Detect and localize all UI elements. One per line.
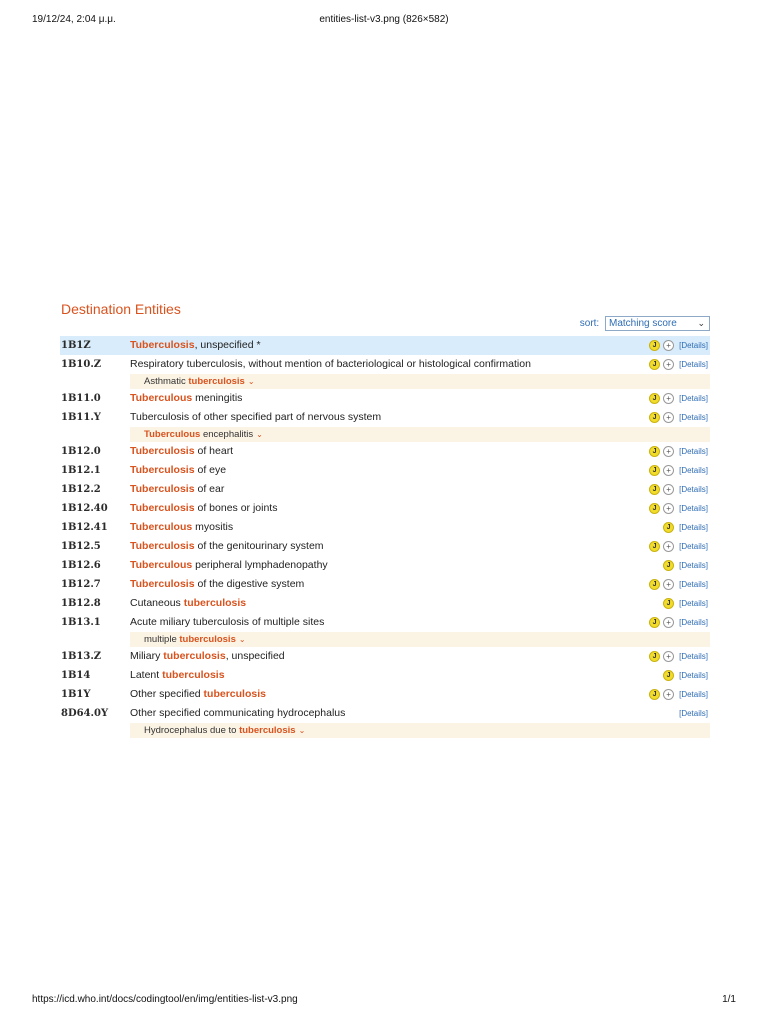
title-text-part: Hydrocephalus due to xyxy=(144,725,240,736)
add-postcoordination-icon[interactable]: + xyxy=(663,340,674,351)
entity-title[interactable] xyxy=(130,537,324,556)
search-term-highlight: Tuberculous xyxy=(130,559,193,571)
postcoordination-j-icon[interactable]: J xyxy=(663,522,674,533)
add-postcoordination-icon[interactable]: + xyxy=(663,651,674,662)
title-text-part: Other specified communicating hydrocephalus xyxy=(130,707,346,719)
entity-item[interactable] xyxy=(60,594,710,613)
entity-item[interactable] xyxy=(60,613,710,647)
entity-item[interactable] xyxy=(60,336,710,355)
entity-row[interactable] xyxy=(60,594,710,613)
title-text-part: encephalitis xyxy=(200,429,254,440)
entity-code[interactable]: 1B14 xyxy=(61,670,91,681)
matching-index-term[interactable] xyxy=(130,374,710,389)
add-postcoordination-icon[interactable]: + xyxy=(663,579,674,590)
search-term-highlight: tuberculosis xyxy=(183,597,247,609)
entity-row[interactable] xyxy=(60,518,710,537)
caret-down-icon[interactable]: ⌄ xyxy=(298,726,306,735)
entity-actions xyxy=(649,499,708,518)
sort-select[interactable] xyxy=(605,316,710,331)
entity-code[interactable]: 1B12.41 xyxy=(61,522,108,533)
entity-item[interactable] xyxy=(60,499,710,518)
add-postcoordination-icon[interactable]: + xyxy=(663,465,674,476)
add-postcoordination-icon[interactable]: + xyxy=(663,617,674,628)
search-term-highlight: Tuberculous xyxy=(130,521,193,533)
search-term-highlight: tuberculosis xyxy=(188,376,245,387)
entity-title[interactable] xyxy=(130,704,345,723)
entity-item[interactable] xyxy=(60,355,710,389)
postcoordination-j-icon[interactable]: J xyxy=(649,359,660,370)
entity-title[interactable] xyxy=(130,518,233,537)
postcoordination-j-icon[interactable]: J xyxy=(649,393,660,404)
print-footer xyxy=(0,994,768,1010)
details-link[interactable]: [Details] xyxy=(679,580,708,589)
entity-title[interactable] xyxy=(130,480,224,499)
postcoordination-j-icon[interactable]: J xyxy=(663,560,674,571)
entity-actions xyxy=(649,355,708,374)
entity-title[interactable] xyxy=(130,336,261,355)
entity-row[interactable] xyxy=(60,537,710,556)
entity-code[interactable]: 1B12.40 xyxy=(61,503,108,514)
search-term-highlight: Tuberculosis xyxy=(130,483,195,495)
add-postcoordination-icon[interactable]: + xyxy=(663,503,674,514)
details-link[interactable]: [Details] xyxy=(679,561,708,570)
entity-title[interactable] xyxy=(130,666,225,685)
entity-item[interactable] xyxy=(60,666,710,685)
entity-item[interactable] xyxy=(60,537,710,556)
entity-code[interactable]: 8D64.0Y xyxy=(61,708,109,719)
entity-row[interactable] xyxy=(60,389,710,408)
entity-code[interactable]: 1B12.0 xyxy=(61,446,101,457)
entity-code[interactable]: 1B13.1 xyxy=(61,617,101,628)
chevron-down-icon: ⌄ xyxy=(697,318,705,328)
sort-label: sort: xyxy=(579,318,600,329)
entity-item[interactable] xyxy=(60,461,710,480)
details-link[interactable]: [Details] xyxy=(679,542,708,551)
title-text-part: Latent xyxy=(130,669,163,681)
search-term-highlight: Tuberculous xyxy=(130,392,193,404)
postcoordination-j-icon[interactable]: J xyxy=(663,670,674,681)
title-text-part: of the digestive system xyxy=(194,578,305,590)
details-link[interactable]: [Details] xyxy=(679,394,708,403)
sort-row xyxy=(60,316,710,334)
title-text-part: Asthmatic xyxy=(144,376,189,387)
add-postcoordination-icon[interactable]: + xyxy=(663,541,674,552)
entity-item[interactable] xyxy=(60,647,710,666)
entity-row[interactable] xyxy=(60,442,710,461)
title-text-part: myositis xyxy=(192,521,234,533)
entity-actions xyxy=(649,685,708,704)
title-text-part: of ear xyxy=(194,483,225,495)
entity-row[interactable] xyxy=(60,355,710,374)
entity-item[interactable] xyxy=(60,442,710,461)
details-link[interactable]: [Details] xyxy=(679,485,708,494)
details-link[interactable]: [Details] xyxy=(679,466,708,475)
details-link[interactable]: [Details] xyxy=(679,360,708,369)
postcoordination-j-icon[interactable]: J xyxy=(663,598,674,609)
entity-title[interactable] xyxy=(130,461,226,480)
entity-row[interactable] xyxy=(60,666,710,685)
title-text-part: multiple xyxy=(144,634,180,645)
entity-actions xyxy=(649,647,708,666)
entity-item[interactable] xyxy=(60,685,710,704)
postcoordination-j-icon[interactable]: J xyxy=(649,340,660,351)
details-link[interactable]: [Details] xyxy=(679,671,708,680)
details-link[interactable]: [Details] xyxy=(679,413,708,422)
entity-title[interactable] xyxy=(130,442,233,461)
entity-actions xyxy=(649,389,708,408)
entity-actions xyxy=(677,704,708,723)
title-text-part: Cutaneous xyxy=(130,597,184,609)
postcoordination-j-icon[interactable]: J xyxy=(649,503,660,514)
entity-row[interactable] xyxy=(60,613,710,632)
add-postcoordination-icon[interactable]: + xyxy=(663,689,674,700)
print-date: 19/12/24, 2:04 μ.μ. xyxy=(32,14,116,25)
search-term-highlight: tuberculosis xyxy=(239,725,296,736)
entity-title[interactable] xyxy=(130,408,381,427)
entity-code[interactable]: 1B12.8 xyxy=(61,598,101,609)
print-title: entities-list-v3.png (826×582) xyxy=(319,14,449,25)
entity-code[interactable]: 1B12.6 xyxy=(61,560,101,571)
postcoordination-j-icon[interactable]: J xyxy=(649,541,660,552)
title-text-part: Tuberculosis of other specified part of nervous system xyxy=(130,411,382,423)
entity-title[interactable] xyxy=(130,594,246,613)
title-text-part: peripheral lymphadenopathy xyxy=(192,559,328,571)
entity-title[interactable] xyxy=(130,355,531,374)
title-text-part: of eye xyxy=(194,464,227,476)
entity-actions xyxy=(663,594,708,613)
postcoordination-j-icon[interactable]: J xyxy=(649,412,660,423)
search-term-highlight: Tuberculosis xyxy=(130,578,195,590)
entity-code[interactable]: 1B12.2 xyxy=(61,484,101,495)
destination-entities-panel xyxy=(60,300,710,738)
details-link[interactable]: [Details] xyxy=(679,341,708,350)
print-header xyxy=(0,14,768,30)
search-term-highlight: Tuberculosis xyxy=(130,502,195,514)
entity-item[interactable] xyxy=(60,480,710,499)
print-url: https://icd.who.int/docs/codingtool/en/img/entities-list-v3.png xyxy=(32,994,298,1005)
entity-actions xyxy=(663,518,708,537)
title-text-part: of heart xyxy=(194,445,234,457)
entity-code[interactable]: 1B12.7 xyxy=(61,579,101,590)
search-term-highlight: tuberculosis xyxy=(179,634,236,645)
matching-index-term[interactable] xyxy=(130,632,710,647)
details-link[interactable]: [Details] xyxy=(679,652,708,661)
title-text-part: meningitis xyxy=(192,392,243,404)
entity-row[interactable] xyxy=(60,647,710,666)
entity-row[interactable] xyxy=(60,556,710,575)
entity-row[interactable] xyxy=(60,704,710,723)
entity-code[interactable]: 1B12.5 xyxy=(61,541,101,552)
details-link[interactable]: [Details] xyxy=(679,599,708,608)
entity-item[interactable] xyxy=(60,575,710,594)
search-term-highlight: Tuberculosis xyxy=(130,464,195,476)
details-link[interactable]: [Details] xyxy=(679,618,708,627)
postcoordination-j-icon[interactable]: J xyxy=(649,617,660,628)
entity-actions xyxy=(649,442,708,461)
entity-row[interactable] xyxy=(60,480,710,499)
entity-actions xyxy=(649,408,708,427)
search-term-highlight: Tuberculosis xyxy=(130,339,195,351)
entity-title[interactable] xyxy=(130,685,266,704)
entity-actions xyxy=(649,575,708,594)
add-postcoordination-icon[interactable]: + xyxy=(663,446,674,457)
entity-actions xyxy=(649,613,708,632)
postcoordination-j-icon[interactable]: J xyxy=(649,446,660,457)
title-text-part: Respiratory tuberculosis, without mention of bacteriological or histological confirmation xyxy=(130,358,531,370)
add-postcoordination-icon[interactable]: + xyxy=(663,484,674,495)
entity-item[interactable] xyxy=(60,518,710,537)
search-term-highlight: Tuberculosis xyxy=(130,445,195,457)
postcoordination-j-icon[interactable]: J xyxy=(649,689,660,700)
add-postcoordination-icon[interactable]: + xyxy=(663,412,674,423)
entity-title[interactable] xyxy=(130,613,324,632)
caret-down-icon[interactable]: ⌄ xyxy=(256,430,263,439)
title-text-part: Other specified xyxy=(130,688,204,700)
postcoordination-j-icon[interactable]: J xyxy=(649,484,660,495)
entity-item[interactable] xyxy=(60,389,710,408)
entity-title[interactable] xyxy=(130,556,328,575)
entity-row[interactable] xyxy=(60,336,710,355)
details-link[interactable]: [Details] xyxy=(679,523,708,532)
entity-title[interactable] xyxy=(130,575,304,594)
entity-code[interactable]: 1B11.Y xyxy=(61,412,101,423)
search-term-highlight: tuberculosis xyxy=(163,650,226,662)
entity-row[interactable] xyxy=(60,461,710,480)
matching-index-term[interactable] xyxy=(130,723,710,738)
entity-code[interactable]: 1B11.0 xyxy=(61,393,101,404)
search-term-highlight: tuberculosis xyxy=(203,688,266,700)
panel-heading: Destination Entities xyxy=(61,301,181,317)
postcoordination-j-icon[interactable]: J xyxy=(649,579,660,590)
entity-actions xyxy=(649,461,708,480)
entity-title[interactable] xyxy=(130,389,242,408)
entity-title[interactable] xyxy=(130,647,285,666)
details-link[interactable]: [Details] xyxy=(679,709,708,718)
entity-item[interactable] xyxy=(60,408,710,442)
add-postcoordination-icon[interactable]: + xyxy=(663,393,674,404)
postcoordination-j-icon[interactable]: J xyxy=(649,465,660,476)
details-link[interactable]: [Details] xyxy=(679,447,708,456)
sort-select-value: Matching score xyxy=(609,318,677,329)
entity-code[interactable]: 1B1Z xyxy=(61,340,91,351)
entity-code[interactable]: 1B13.Z xyxy=(61,651,102,662)
title-text-part: of bones or joints xyxy=(194,502,278,514)
details-link[interactable]: [Details] xyxy=(679,690,708,699)
search-term-highlight: Tuberculosis xyxy=(130,540,195,552)
title-text-part: , unspecified * xyxy=(194,339,261,351)
entity-row[interactable] xyxy=(60,575,710,594)
search-term-highlight: tuberculosis xyxy=(162,669,225,681)
entity-code[interactable]: 1B10.Z xyxy=(61,359,102,370)
entity-code[interactable]: 1B1Y xyxy=(61,689,91,700)
title-text-part: Miliary xyxy=(130,650,164,662)
matching-index-term[interactable] xyxy=(130,427,710,442)
entity-list xyxy=(60,336,710,738)
entity-actions xyxy=(649,480,708,499)
entity-actions xyxy=(649,537,708,556)
entity-item[interactable] xyxy=(60,556,710,575)
entity-title[interactable] xyxy=(130,499,277,518)
title-text-part: , unspecified xyxy=(225,650,285,662)
add-postcoordination-icon[interactable]: + xyxy=(663,359,674,370)
entity-row[interactable] xyxy=(60,499,710,518)
caret-down-icon[interactable]: ⌄ xyxy=(247,377,255,386)
details-link[interactable]: [Details] xyxy=(679,504,708,513)
entity-code[interactable]: 1B12.1 xyxy=(61,465,101,476)
entity-actions xyxy=(663,556,708,575)
entity-row[interactable] xyxy=(60,408,710,427)
postcoordination-j-icon[interactable]: J xyxy=(649,651,660,662)
entity-item[interactable] xyxy=(60,704,710,738)
title-text-part: Acute miliary tuberculosis of multiple sites xyxy=(130,616,325,628)
entity-row[interactable] xyxy=(60,685,710,704)
search-term-highlight: Tuberculous xyxy=(144,429,201,440)
print-page-number: 1/1 xyxy=(722,994,736,1005)
title-text-part: of the genitourinary system xyxy=(194,540,324,552)
entity-actions xyxy=(649,336,708,355)
entity-actions xyxy=(663,666,708,685)
caret-down-icon[interactable]: ⌄ xyxy=(238,635,246,644)
